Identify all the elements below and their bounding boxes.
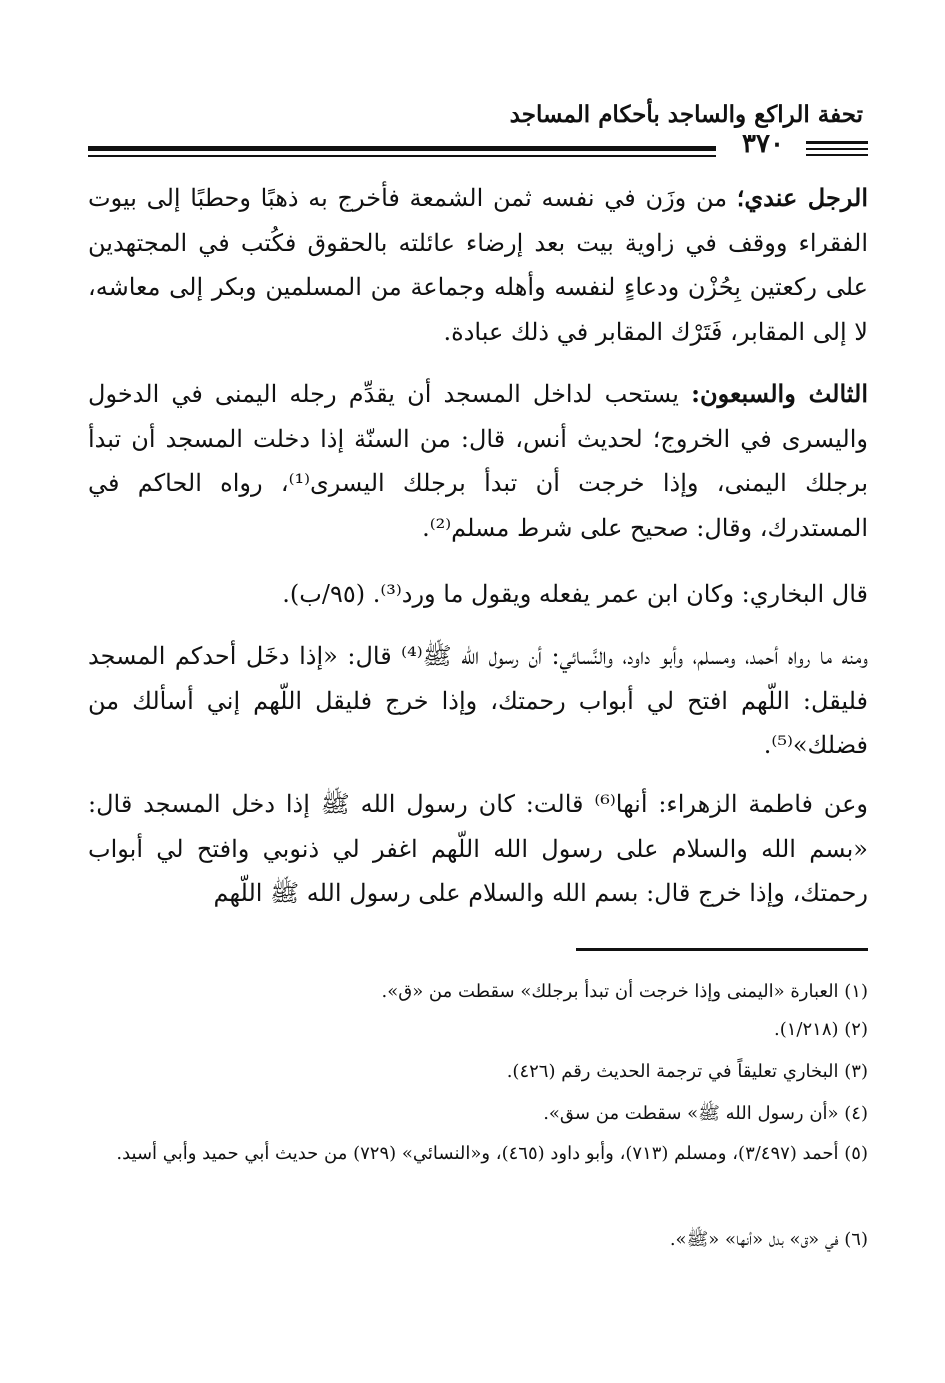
paragraph-1-lead: الرجل عندي؛ <box>736 183 868 212</box>
page-number: ٣٧٠ <box>742 129 784 159</box>
paragraph-1 <box>88 176 868 354</box>
page-number-rule-thin <box>806 154 868 156</box>
running-title: تحفة الراكع والساجد بأحكام المساجد <box>509 101 863 128</box>
paragraph-3 <box>88 572 868 617</box>
footnote-6: (٦) في «ق» بدل «أنها» «ﷺ». <box>669 1229 868 1250</box>
footnote-5: (٥) أحمد (٣/٤٩٧)، ومسلم (٧١٣)، وأبو داود (٤٦٥)، و«النسائي» (٧٢٩) من حديث أبي حميد وأبي أسيد. <box>116 1143 868 1164</box>
page-number-rule-thick <box>806 141 868 144</box>
footnote-3: (٣) البخاري تعليقاً في ترجمة الحديث رقم (٤٢٦). <box>506 1061 868 1082</box>
footnote-2: (٢) (١/٢١٨). <box>774 1019 868 1040</box>
paragraph-5-text: وعن فاطمة الزهراء: أنها⁽⁶⁾ قالت: كان رسول الله ﷺ إذا دخل المسجد قال: «بسم الله والسلام على رسول الله اللّهم اغفر لي ذنوبي وافتح لي أبواب رحمتك، وإذا خرج قال: بسم الله والسلام على رسول الله ﷺ اللّهم <box>88 790 868 907</box>
footnote-1: (١) العبارة «اليمنى وإذا خرجت أن تبدأ برجلك» سقطت من «ق». <box>381 981 868 1002</box>
paragraph-1-text: من وزَن في نفسه ثمن الشمعة فأخرج به ذهبًا وحطبًا إلى بيوت الفقراء ووقف في زاوية بيت بعد إرضاء عائلته بالحقوق فكُتب في المجتهدين على ركعتين بِحُزْن ودعاءٍ لنفسه وأهله وجماعة من المسلمين وبكر إلى معاشه، لا إلى المقابر، فَتَرْك المقابر في ذلك عبادة. <box>88 184 868 346</box>
paragraph-4-text: ومنه ما رواه أحمد، ومسلم، وأبو داود، والنَّسائي: أن رسول الله ﷺ⁽⁴⁾ قال: «إذا دخَل أحدكم المسجد فليقل: اللّهم افتح لي أبواب رحمتك، وإذا خرج فليقل اللّهم إني أسألك من فضلك»⁽⁵⁾. <box>88 642 868 759</box>
paragraph-2 <box>88 372 868 550</box>
page-number-rule-mid <box>806 148 868 150</box>
header-rule-thin <box>88 155 716 157</box>
footnote-4: (٤) «أن رسول الله ﷺ» سقطت من سق». <box>543 1103 868 1124</box>
paragraph-3-text: قال البخاري: وكان ابن عمر يفعله ويقول ما ورد⁽³⁾. (٩٥/ب). <box>282 580 868 608</box>
paragraph-5 <box>88 782 868 916</box>
paragraph-2-text: يستحب لداخل المسجد أن يقدِّم رجله اليمنى في الدخول واليسرى في الخروج؛ لحديث أنس، قال: من السنّة إذا دخلت المسجد أن تبدأ برجلك اليمنى، وإذا خرجت أن تبدأ برجلك اليسرى⁽¹⁾، رواه الحاكم في المستدرك، وقال: صحيح على شرط مسلم⁽²⁾. <box>88 380 869 542</box>
header-rule-thick <box>88 146 716 151</box>
footnote-separator <box>576 948 868 951</box>
paragraph-4 <box>88 634 868 768</box>
paragraph-2-lead: الثالث والسبعون: <box>691 379 869 408</box>
